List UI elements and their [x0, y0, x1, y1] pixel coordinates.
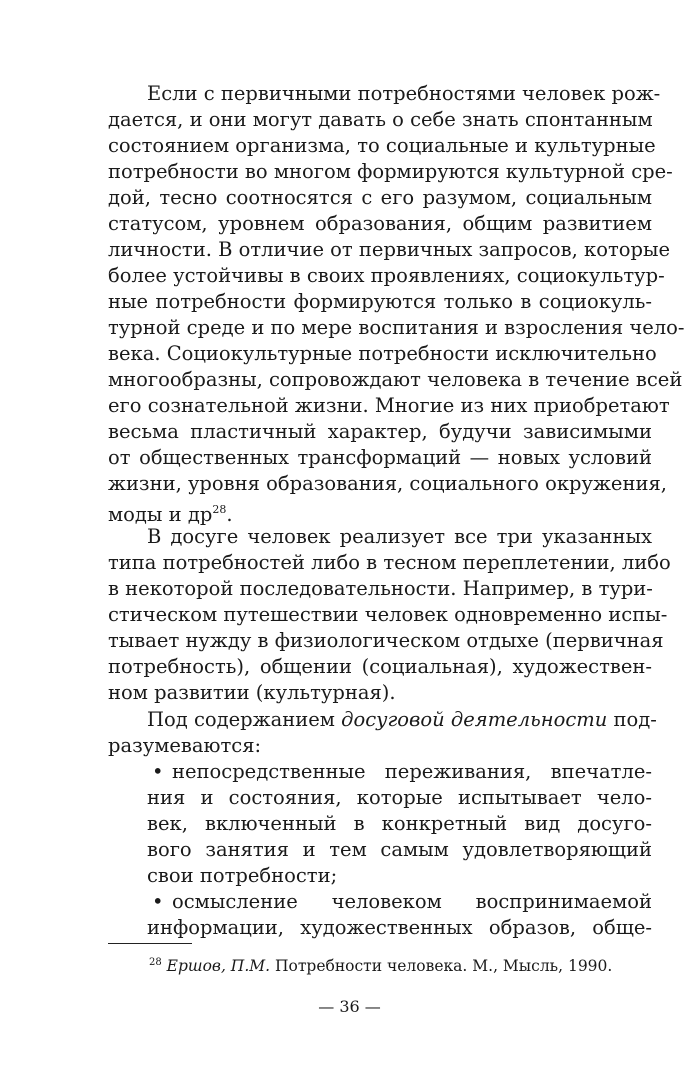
- text-line: осмысление человеком воспринимаемой: [172, 890, 652, 913]
- text-line: более устойчивы в своих проявлениях, социокультур-: [108, 264, 665, 287]
- page-number: — 36 —: [318, 997, 381, 1016]
- text-line: тывает нужду в физиологическом отдыхе (первичная: [108, 629, 664, 652]
- footnote-divider: [108, 943, 192, 944]
- text-line: от общественных трансформаций — новых условий: [108, 446, 652, 469]
- text-line: потребности во многом формируются культурной сре-: [108, 160, 673, 183]
- text-line: [147, 707, 657, 733]
- text-line: дается, и они могут давать о себе знать спонтанным: [108, 108, 653, 131]
- text-line: разумеваются:: [108, 734, 262, 757]
- text-line: век, включенный в конкретный вид досуго-: [147, 812, 652, 835]
- footnote-reference[interactable]: 28: [212, 503, 227, 516]
- text-line: турной среде и по мере воспитания и взросления чело-: [108, 316, 685, 339]
- footnote: [149, 953, 612, 976]
- text-fragment: .: [226, 503, 233, 526]
- text-line: вого занятия и тем самым удовлетворяющий: [147, 838, 652, 861]
- text-line: многообразны, сопровождают человека в течение всей: [108, 368, 683, 391]
- text-line: его сознательной жизни. Многие из них приобретают: [108, 394, 670, 417]
- text-line: Если с первичными потребностями человек рож-: [147, 82, 661, 105]
- text-line: ном развитии (культурная).: [108, 681, 396, 704]
- text-fragment: под-: [607, 708, 657, 731]
- text-line: непосредственные переживания, впечатле-: [172, 760, 652, 783]
- bullet-marker: •: [152, 890, 164, 913]
- bullet-marker: •: [152, 760, 164, 783]
- text-line: типа потребностей либо в тесном переплетении, либо: [108, 551, 671, 574]
- text-line: статусом, уровнем образования, общим развитием: [108, 212, 652, 235]
- text-line: состоянием организма, то социальные и культурные: [108, 134, 656, 157]
- text-line: свои потребности;: [147, 864, 338, 887]
- text-line: стическом путешествии человек одновременно испы-: [108, 603, 668, 626]
- text-line: весьма пластичный характер, будучи зависимыми: [108, 420, 652, 443]
- text-line-last: [108, 497, 233, 526]
- text-line: личности. В отличие от первичных запросов, которые: [108, 238, 671, 261]
- footnote-number: 28: [149, 957, 162, 968]
- text-line: В досуге человек реализует все три указанных: [147, 525, 652, 548]
- text-line: в некоторой последовательности. Например, в тури-: [108, 577, 653, 600]
- text-line: дой, тесно соотносятся с его разумом, социальным: [108, 186, 652, 209]
- footnote-text: Потребности человека. М., Мысль, 1990.: [270, 957, 613, 975]
- footnote-author: Ершов, П.М.: [166, 957, 271, 975]
- text-line: информации, художественных образов, обще-: [147, 916, 652, 939]
- text-line: ные потребности формируются только в социокуль-: [108, 290, 652, 313]
- text-fragment: Под содержанием: [147, 708, 342, 731]
- text-line: потребность), общении (социальная), художествен-: [108, 655, 652, 678]
- text-line: жизни, уровня образования, социального окружения,: [108, 472, 667, 495]
- text-line: ния и состояния, которые испытывает чело-: [147, 786, 652, 809]
- text-line: века. Социокультурные потребности исключительно: [108, 342, 657, 365]
- text-fragment: моды и др: [108, 503, 213, 526]
- emphasized-term: досуговой деятельности: [341, 708, 608, 731]
